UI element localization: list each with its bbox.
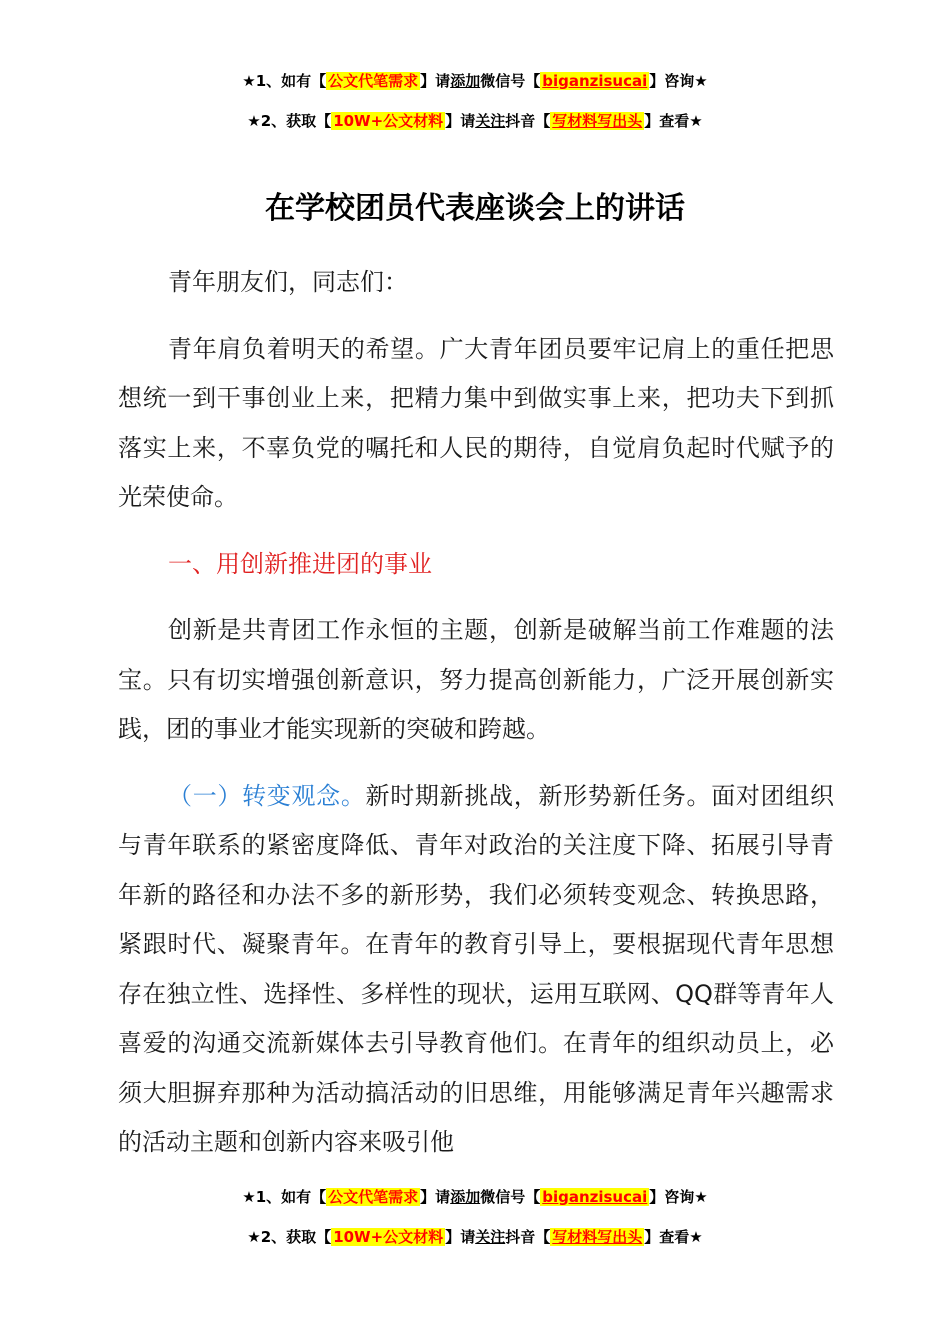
underline-text: 添加 [450, 1188, 481, 1206]
banner-line-1-bottom [0, 1186, 950, 1208]
top-banner [0, 70, 950, 150]
banner-line-1 [0, 70, 950, 92]
section-heading-1: 一、用创新推进团的事业 [168, 549, 432, 578]
banner-text: 】查看★ [644, 1228, 703, 1246]
highlight-service: 公文代笔需求 [328, 72, 419, 90]
banner-text: 微信号【 [480, 1188, 541, 1206]
paragraph-1: 青年肩负着明天的希望。广大青年团员要牢记肩上的重任把思想统一到干事创业上来，把精力集中到做实事上来，把功夫下到抓落实上来，不辜负党的嘱托和人民的期待，自觉肩负起时代赋予的光荣使命。 [118, 334, 834, 511]
banner-text: 】请 [445, 1228, 476, 1246]
underline-text: 关注 [475, 1228, 506, 1246]
paragraph-2: 创新是共青团工作永恒的主题，创新是破解当前工作难题的法宝。只有切实增强创新意识，努力提高创新能力，广泛开展创新实践，团的事业才能实现新的突破和跨越。 [118, 616, 834, 743]
banner-text: 】请 [445, 112, 476, 130]
bottom-banner [0, 1186, 950, 1266]
paragraph-3-text: 新时期新挑战，新形势新任务。面对团组织与青年联系的紧密度降低、青年对政治的关注度下降、拓展引导青年新的路径和办法不多的新形势，我们必须转变观念、转换思路，紧跟时代、凝聚青年。在青年的教育引导上，要根据现代青年思想存在独立性、选择性、多样性的现状，运用互联网、QQ群等青年人喜爱的沟通交流新媒体去引导教育他们。在青年的组织动员上，必须大胆摒弃那种为活动搞活动的旧思维，用能够满足青年兴趣需求的活动主题和创新内容来吸引他 [118, 781, 835, 1156]
douyin-id[interactable]: 写材料写出头 [552, 1228, 643, 1246]
paragraph-3 [118, 772, 834, 1168]
salutation: 青年朋友们，同志们： [168, 268, 408, 296]
banner-text: 】查看★ [644, 112, 703, 130]
banner-text: ★2、获取【 [247, 112, 332, 130]
banner-text: ★1、如有【 [242, 72, 327, 90]
banner-text: 微信号【 [480, 72, 541, 90]
banner-line-2 [0, 110, 950, 132]
banner-text: ★1、如有【 [242, 1188, 327, 1206]
banner-line-2-bottom [0, 1226, 950, 1248]
banner-text: 】请 [420, 1188, 451, 1206]
banner-text: 】咨询★ [649, 72, 708, 90]
wechat-id[interactable]: biganzisucai [542, 1188, 648, 1206]
document-title: 在学校团员代表座谈会上的讲话 [265, 191, 685, 226]
highlight-materials: 10W+公文材料 [333, 1228, 444, 1246]
banner-text: 抖音【 [505, 112, 551, 130]
douyin-id[interactable]: 写材料写出头 [552, 112, 643, 130]
banner-text: 抖音【 [505, 1228, 551, 1246]
wechat-id[interactable]: biganzisucai [542, 72, 648, 90]
highlight-materials: 10W+公文材料 [333, 112, 444, 130]
banner-text: 】请 [420, 72, 451, 90]
banner-text: ★2、获取【 [247, 1228, 332, 1246]
subsection-label: （一）转变观念。 [168, 781, 366, 810]
underline-text: 关注 [475, 112, 506, 130]
document-body [118, 258, 834, 1168]
underline-text: 添加 [450, 72, 481, 90]
highlight-service: 公文代笔需求 [328, 1188, 419, 1206]
banner-text: 】咨询★ [649, 1188, 708, 1206]
